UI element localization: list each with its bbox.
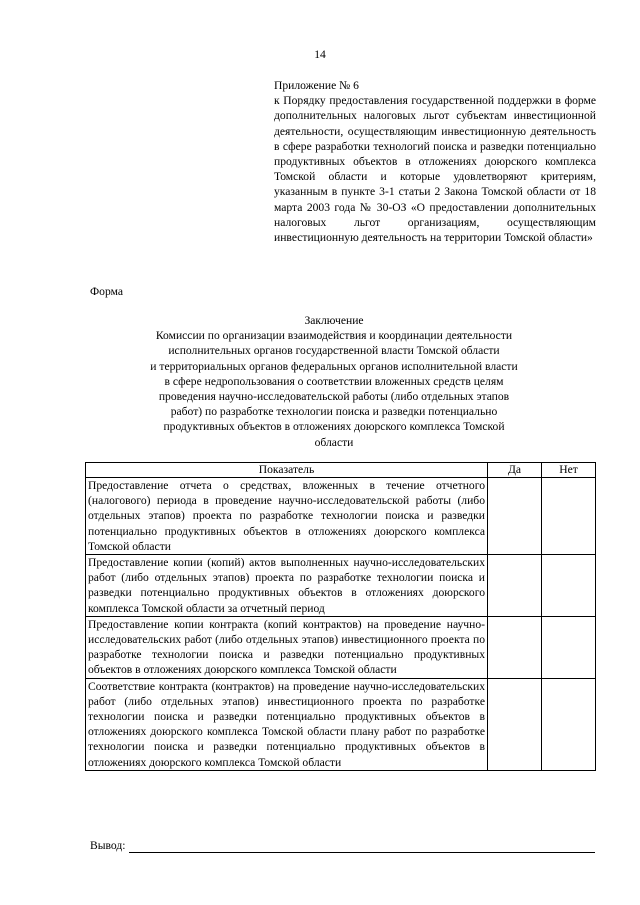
yes-cell[interactable]: [488, 616, 542, 678]
criterion-cell: Предоставление копии (копий) актов выполненных научно-исследовательских работ (либо отдельных этапов) проекта по разработке технологии поиска и разведки потенциально продуктивных объектов в отложениях доюрского комплекса Томской области за отчетный период: [86, 555, 488, 617]
criterion-cell: Предоставление копии контракта (копий контрактов) на проведение научно-исследовательских работ (либо отдельных этапов) инвестиционного проекта по разработке технологии поиска и разведки потенциально продуктивных объектов в отложениях доюрского комплекса Томской области: [86, 616, 488, 678]
column-header-indicator: Показатель: [86, 463, 488, 478]
page-number: 14: [314, 48, 326, 61]
heading-line: в сфере недропользования о соответствии вложенных средств целям: [164, 374, 504, 388]
heading-line: Комиссии по организации взаимодействия и координации деятельности: [155, 329, 513, 343]
heading-title: Заключение: [304, 314, 364, 327]
table-row: [86, 555, 596, 617]
column-header-yes: Да: [488, 463, 542, 478]
no-cell[interactable]: [542, 616, 596, 678]
heading-line: и территориальных органов федеральных органов исполнительной власти: [150, 359, 518, 373]
criteria-table: [85, 462, 596, 771]
table-header-row: [86, 463, 596, 478]
form-label: Форма: [90, 285, 123, 298]
criterion-cell: Предоставление отчета о средствах, вложенных в течение отчетного (налогового) периода в проведение научно-исследовательской работы (либо отдельных этапов) проекта по разработке технологии поиска и разведки потенциально продуктивных объектов в отложениях доюрского комплекса Томской области: [86, 478, 488, 555]
conclusion-label: Вывод:: [90, 839, 126, 852]
yes-cell[interactable]: [488, 555, 542, 617]
no-cell[interactable]: [542, 478, 596, 555]
no-cell[interactable]: [542, 678, 596, 770]
yes-cell[interactable]: [488, 678, 542, 770]
yes-cell[interactable]: [488, 478, 542, 555]
appendix-block: [274, 78, 596, 245]
heading-line: проведения научно-исследовательской работы (либо отдельных этапов: [158, 390, 510, 404]
column-header-no: Нет: [542, 463, 596, 478]
conclusion-heading: [106, 313, 562, 450]
criteria-table-wrapper: [85, 462, 595, 771]
heading-line: области: [314, 435, 354, 449]
table-row: [86, 616, 596, 678]
no-cell[interactable]: [542, 555, 596, 617]
conclusion-row: [90, 838, 595, 853]
table-row: [86, 678, 596, 770]
heading-line: работ) по разработке технологии поиска и разведки потенциально: [170, 405, 498, 419]
appendix-text: к Порядку предоставления государственной поддержки в форме дополнительных налоговых льгот субъектам инвестиционной деятельности, осуществляющим инвестиционную деятельность в сфере разработки технологий поиска и разведки потенциально продуктивных объектов в отложениях доюрского комплекса Томской области и которые удовлетворяют критериям, указанным в пункте 3-1 статьи 2 Закона Томской области от 18 марта 2003 года № 30-ОЗ «О предоставлении дополнительных налоговых льгот организациям, осуществляющим инвестиционную деятельность на территории Томской области»: [274, 94, 596, 245]
appendix-title: Приложение № 6: [274, 79, 359, 92]
heading-line: продуктивных объектов в отложениях доюрского комплекса Томской: [163, 420, 505, 434]
criterion-cell: Соответствие контракта (контрактов) на проведение научно-исследовательских работ (либо отдельных этапов) инвестиционного проекта по разработке технологии поиска и разведки потенциально продуктивных объектов в отложениях доюрского комплекса Томской области плану работ по разработке технологии поиска и разведки потенциально продуктивных объектов в отложениях доюрского комплекса Томской области: [86, 678, 488, 770]
heading-line: исполнительных органов государственной власти Томской области: [168, 344, 500, 358]
conclusion-input-line[interactable]: [129, 840, 596, 853]
table-row: [86, 478, 596, 555]
